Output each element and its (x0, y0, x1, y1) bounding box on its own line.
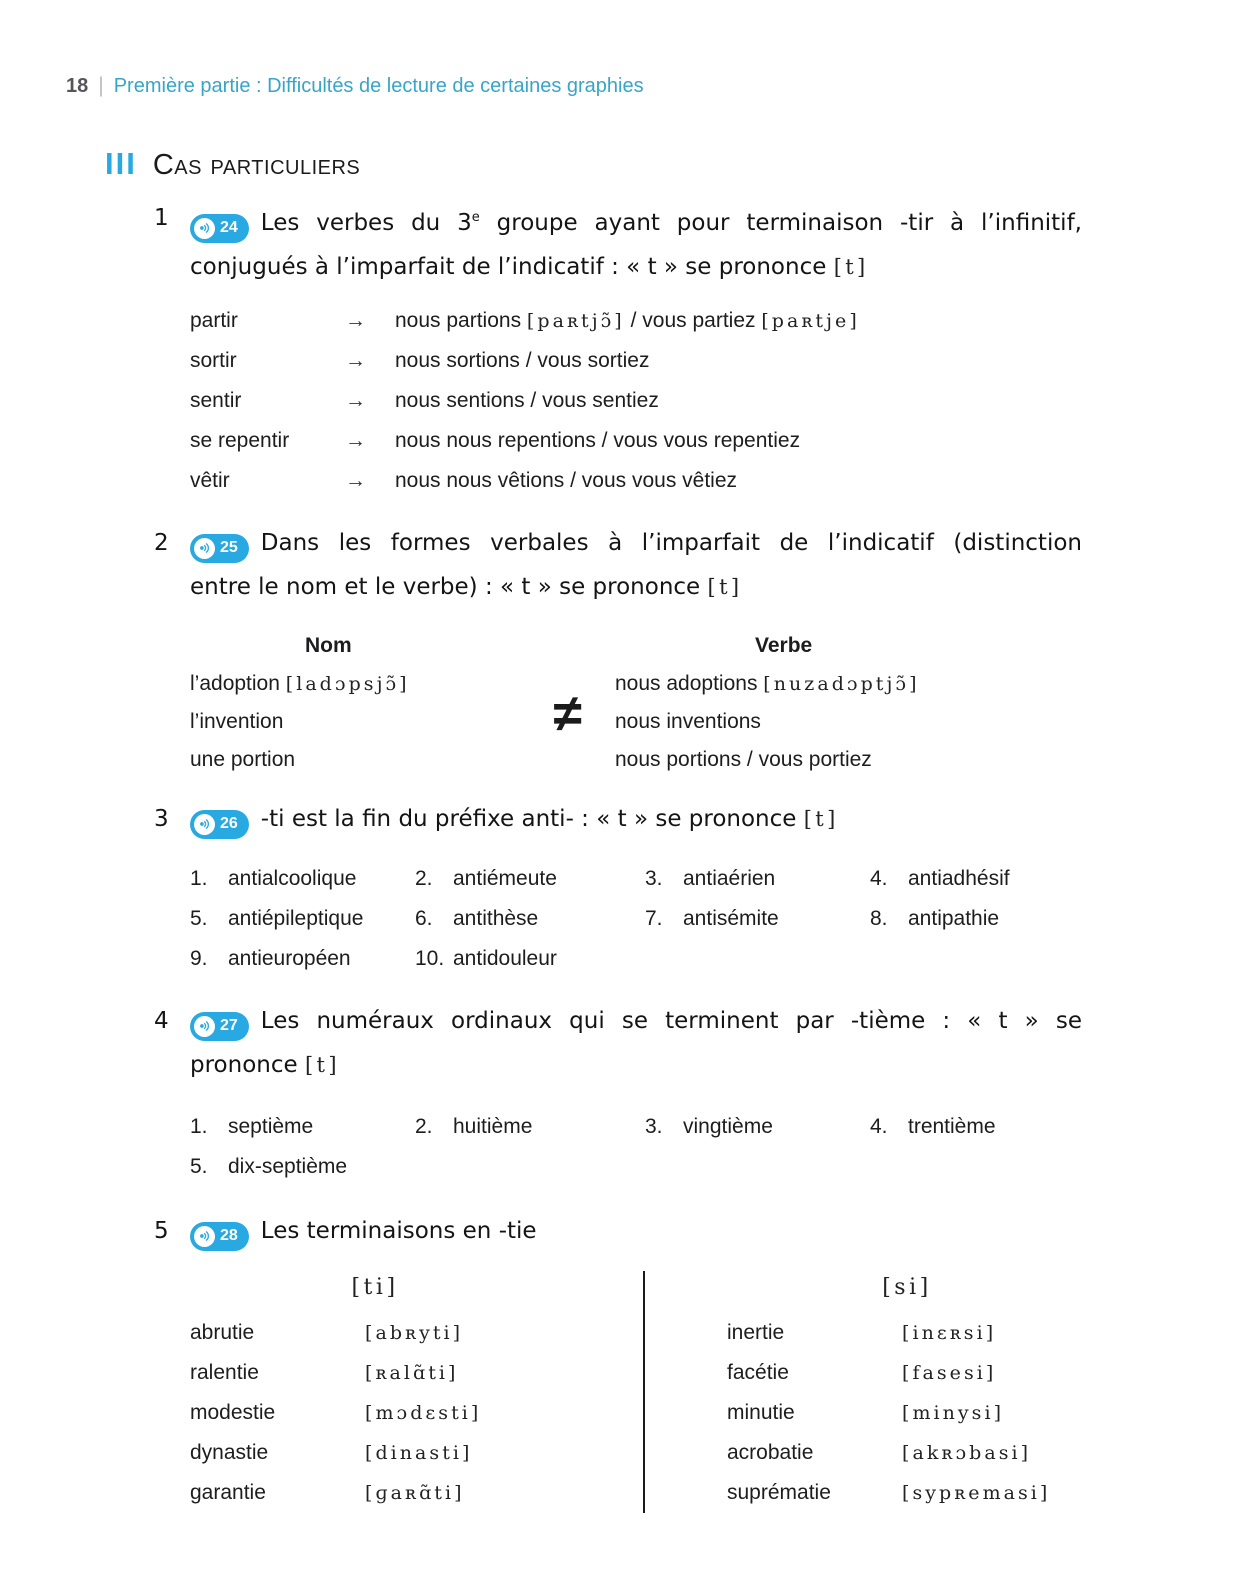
audio-badge (190, 1012, 249, 1041)
tie-row (727, 1393, 1087, 1433)
section-title: Cas particuliers (152, 149, 361, 181)
item-number: 1 (154, 205, 169, 231)
tie-word: garantie (190, 1481, 266, 1504)
list-item (190, 1107, 415, 1147)
ipa-notation: [ladɔpsjɔ̃] (285, 673, 410, 695)
heading-text: prononce (190, 1052, 305, 1078)
ipa-notation: [t] (707, 575, 743, 599)
verb-forms: nous nous repentions / vous vous repentiez (395, 429, 801, 452)
verb-text: nous inventions (615, 710, 761, 733)
noun-cell (190, 703, 520, 741)
list-word: antiépileptique (228, 907, 364, 930)
tie-ipa: [sypʀemasi] (902, 1482, 1051, 1504)
verb-cell (615, 703, 1082, 741)
tie-word: ralentie (190, 1361, 259, 1384)
heading-text: groupe ayant pour terminaison -tir à l’infinitif, (479, 210, 1082, 236)
chapter-title: Première partie : Difficultés de lecture de certaines graphies (113, 75, 644, 97)
list-item (870, 899, 1082, 939)
list-word: vingtième (683, 1115, 773, 1138)
item-4-heading (154, 999, 1082, 1087)
item-1-heading (154, 196, 1082, 289)
list-item (415, 939, 645, 979)
item-5-heading (154, 1209, 1082, 1253)
verb-forms: nous nous vêtions / vous vous vêtiez (395, 469, 738, 492)
list-number: 10. (415, 947, 445, 970)
list-word: antiadhésif (908, 867, 1010, 890)
list-word: antiémeute (453, 867, 557, 890)
audio-track-number: 24 (220, 219, 238, 236)
ti-column-header (190, 1271, 560, 1305)
verb-forms: / vous partiez (624, 309, 762, 332)
heading-line (190, 1209, 1082, 1253)
list-word: antisémite (683, 907, 779, 930)
anti-word-list (190, 859, 1237, 979)
heading-line (190, 565, 1082, 609)
list-number: 5. (190, 1155, 208, 1178)
list-number: 3. (645, 867, 663, 890)
arrow-icon: → (345, 469, 366, 492)
list-item (645, 1107, 870, 1147)
ordinal-word-list (190, 1107, 1237, 1187)
heading-text: conjugués à l’imparfait de l’indicatif : « t » se prononce (190, 254, 834, 280)
list-number: 9. (190, 947, 208, 970)
list-number: 7. (645, 907, 663, 930)
speaker-icon (194, 1226, 215, 1247)
verbe-column-header: Verbe (755, 634, 813, 657)
list-item (415, 899, 645, 939)
tie-ipa: [abʀyti] (365, 1322, 464, 1344)
speaker-icon (194, 218, 215, 239)
list-item (645, 859, 870, 899)
list-item (190, 939, 415, 979)
list-item (870, 859, 1082, 899)
verb-forms: nous sentions / vous sentiez (395, 389, 659, 412)
audio-badge (190, 534, 249, 563)
page-number: 18 (66, 75, 89, 97)
verb-row (190, 301, 1237, 341)
list-word: antipathie (908, 907, 1000, 930)
tie-row (190, 1313, 643, 1353)
list-word: dix-septième (228, 1155, 348, 1178)
audio-track-number: 28 (220, 1227, 238, 1244)
noun-cell (190, 665, 520, 703)
tie-word: inertie (727, 1321, 785, 1344)
list-number: 3. (645, 1115, 663, 1138)
si-column-header (727, 1271, 1087, 1305)
tie-row (190, 1433, 643, 1473)
audio-badge (190, 1222, 249, 1251)
item-number: 2 (154, 530, 169, 556)
tie-word: minutie (727, 1401, 795, 1424)
nom-column-header: Nom (305, 634, 352, 657)
list-number: 4. (870, 867, 888, 890)
list-number: 2. (415, 1115, 433, 1138)
heading-line (190, 1043, 1082, 1087)
tie-ipa: [mɔdɛsti] (365, 1402, 482, 1424)
verb-infinitive: vêtir (190, 469, 230, 492)
verb-row (190, 341, 1237, 381)
list-number: 1. (190, 1115, 208, 1138)
ipa-notation: [si] (882, 1275, 932, 1300)
list-word: antithèse (453, 907, 539, 930)
heading-text: entre le nom et le verbe) : « t » se prononce (190, 574, 708, 600)
audio-badge (190, 810, 249, 839)
header-separator: | (98, 74, 104, 97)
verb-forms: nous sortions / vous sortiez (395, 349, 650, 372)
tie-ipa: [ɡaʀɑ̃ti] (365, 1482, 465, 1504)
tie-row (190, 1473, 643, 1513)
list-word: septième (228, 1115, 314, 1138)
list-word: huitième (453, 1115, 533, 1138)
list-word: antialcoolique (228, 867, 357, 890)
tie-row (727, 1313, 1087, 1353)
audio-track-number: 25 (220, 539, 238, 556)
list-item (190, 859, 415, 899)
tie-ipa: [minysi] (902, 1402, 1005, 1424)
list-word: antidouleur (453, 947, 557, 970)
heading-line (190, 999, 1082, 1043)
item-number: 5 (154, 1218, 169, 1244)
arrow-icon: → (345, 309, 366, 332)
ipa-notation: [t] (803, 807, 839, 831)
noun-text: une portion (190, 748, 296, 771)
tie-ipa: [dinasti] (365, 1442, 473, 1464)
heading-line (190, 521, 1082, 565)
si-column (645, 1271, 1087, 1513)
list-item (415, 859, 645, 899)
tie-ipa: [inɛʀsi] (902, 1322, 997, 1344)
audio-track-number: 27 (220, 1017, 238, 1034)
heading-text: Les numéraux ordinaux qui se terminent par -tième : « t » se (260, 1008, 1082, 1034)
tie-ipa: [ʀalɑ̃ti] (365, 1362, 459, 1384)
noun-cell (190, 741, 520, 779)
item-number: 4 (154, 1008, 169, 1034)
ipa-notation: [paʀtjɔ̃] (526, 310, 625, 332)
audio-badge (190, 214, 249, 243)
item-3-heading (154, 797, 1082, 841)
list-number: 4. (870, 1115, 888, 1138)
verb-text: nous adoptions (615, 672, 764, 695)
tie-word: dynastie (190, 1441, 269, 1464)
tie-ipa: [akʀɔbasi] (902, 1442, 1032, 1464)
ipa-notation: [t] (304, 1053, 340, 1077)
tie-row (190, 1393, 643, 1433)
page-header (66, 74, 1237, 98)
list-number: 6. (415, 907, 433, 930)
heading-line (190, 797, 1082, 841)
section-heading (105, 146, 1237, 182)
noun-text: l’adoption (190, 672, 286, 695)
heading-text: Les verbes du 3 (260, 210, 472, 236)
noun-text: l’invention (190, 710, 284, 733)
speaker-icon (194, 538, 215, 559)
verb-infinitive: partir (190, 309, 238, 332)
verb-row (190, 381, 1237, 421)
verb-infinitive: se repentir (190, 429, 290, 452)
list-number: 1. (190, 867, 208, 890)
ipa-notation: [ti] (351, 1275, 399, 1300)
tie-word: facétie (727, 1361, 789, 1384)
arrow-icon: → (345, 429, 366, 452)
heading-line (190, 245, 1082, 289)
verb-infinitive: sentir (190, 389, 242, 412)
list-number: 5. (190, 907, 208, 930)
list-word: trentième (908, 1115, 996, 1138)
tie-row (727, 1433, 1087, 1473)
tie-row (727, 1353, 1087, 1393)
tie-row (727, 1473, 1087, 1513)
heading-line (190, 196, 1082, 245)
speaker-icon (194, 1016, 215, 1037)
list-item (870, 1107, 1082, 1147)
heading-text: -ti est la fin du préfixe anti- : « t » se prononce (260, 806, 804, 832)
speaker-icon (194, 814, 215, 835)
ipa-notation: [paʀtje] (761, 310, 860, 332)
verb-infinitive: sortir (190, 349, 237, 372)
list-word: antieuropéen (228, 947, 351, 970)
heading-text: Dans les formes verbales à l’imparfait de l’indicatif (distinction (260, 530, 1082, 556)
ipa-notation: [nuzadɔptjɔ̃] (763, 673, 920, 695)
verb-text: nous portions / vous portiez (615, 748, 872, 771)
tie-word: modestie (190, 1401, 276, 1424)
arrow-icon: → (345, 349, 366, 372)
ipa-notation: [t] (833, 255, 869, 279)
verb-forms: nous partions (395, 309, 527, 332)
nom-verbe-table (190, 627, 1237, 779)
list-item (190, 1147, 415, 1187)
verb-row (190, 461, 1237, 501)
tie-pronunciation-table (190, 1271, 1237, 1513)
superscript-e: e (471, 210, 480, 225)
not-equal-symbol: ≠ (553, 685, 582, 743)
audio-track-number: 26 (220, 815, 238, 832)
ti-column (190, 1271, 645, 1513)
tie-ipa: [fasesi] (902, 1362, 997, 1384)
verb-cell (615, 741, 1082, 779)
verb-cell (615, 665, 1082, 703)
list-item (645, 899, 870, 939)
list-item (415, 1107, 645, 1147)
tie-word: abrutie (190, 1321, 255, 1344)
section-numeral: III (105, 146, 137, 181)
item-2-heading (154, 521, 1082, 609)
arrow-icon: → (345, 389, 366, 412)
item-number: 3 (154, 806, 169, 832)
verb-conjugation-list (190, 301, 1237, 501)
list-number: 2. (415, 867, 433, 890)
list-word: antiaérien (683, 867, 776, 890)
heading-text: Les terminaisons en -tie (260, 1218, 537, 1244)
list-number: 8. (870, 907, 888, 930)
list-item (190, 899, 415, 939)
tie-word: acrobatie (727, 1441, 814, 1464)
tie-word: suprématie (727, 1481, 831, 1504)
verb-row (190, 421, 1237, 461)
tie-row (190, 1353, 643, 1393)
